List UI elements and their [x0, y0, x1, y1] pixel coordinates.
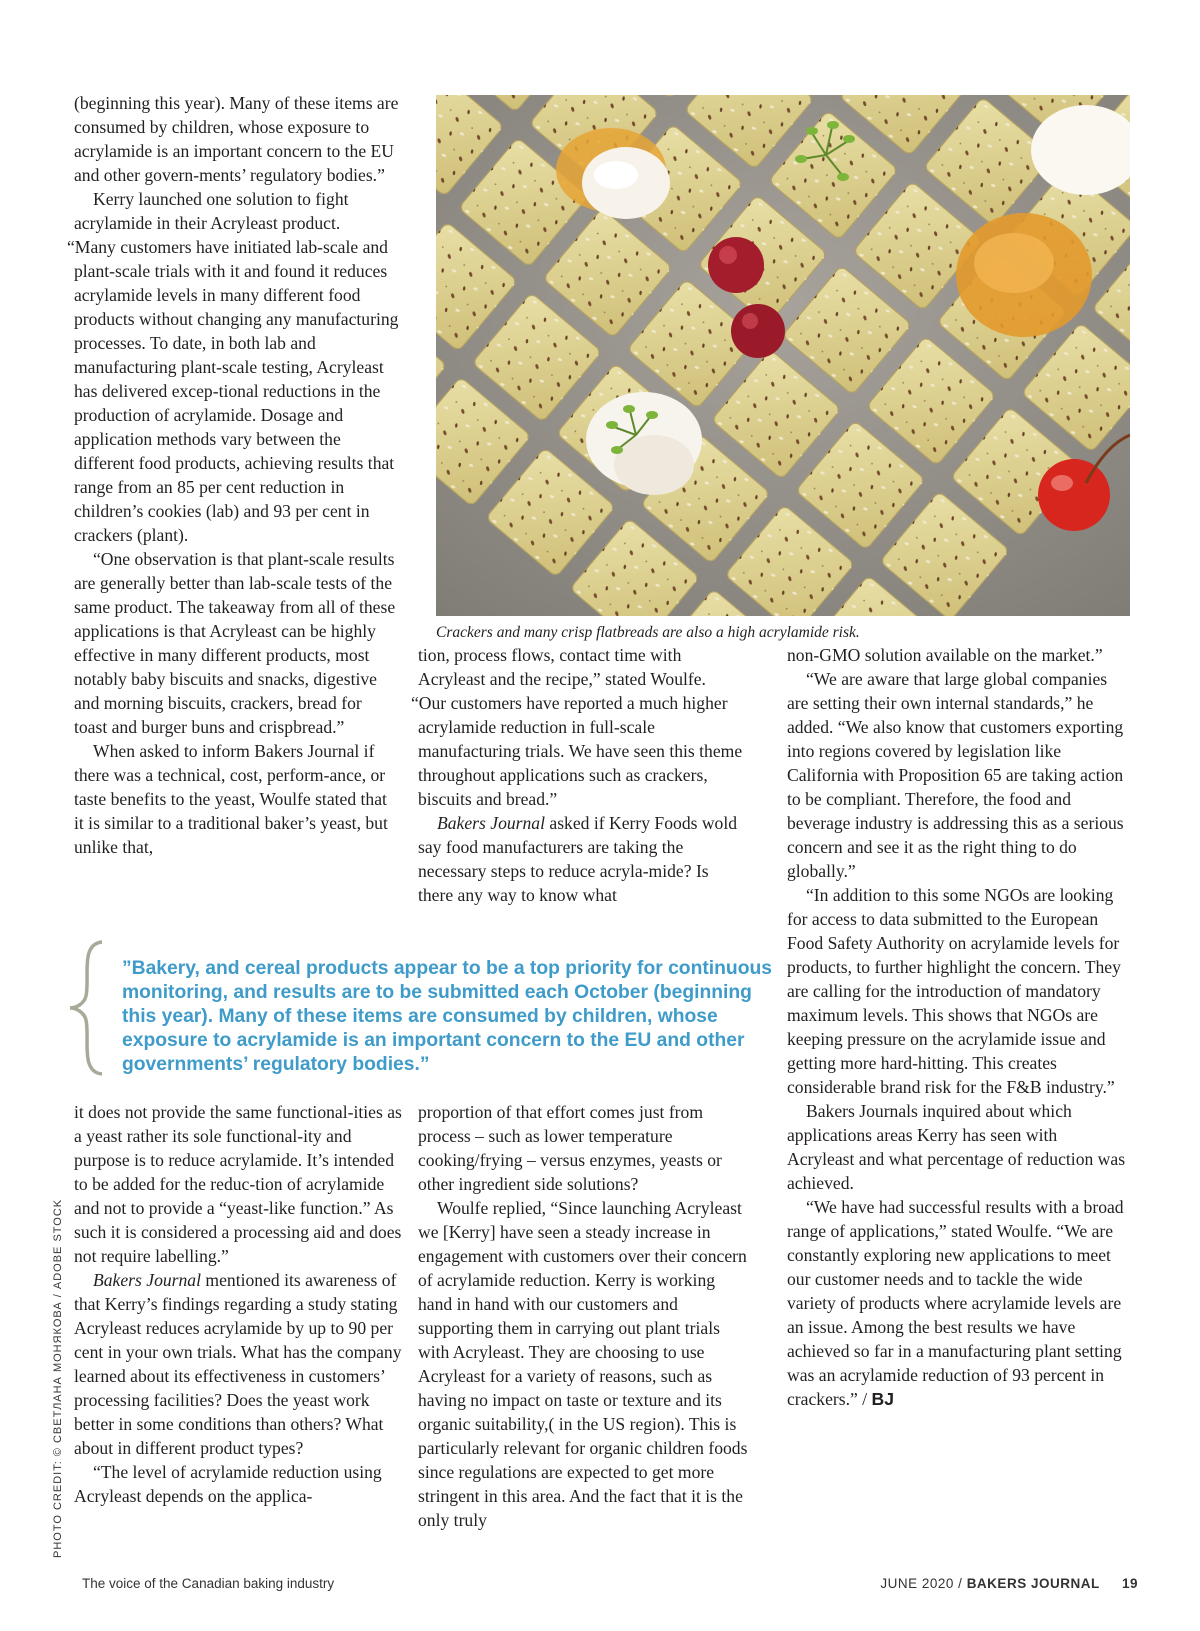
paragraph: “In addition to this some NGOs are looking for access to data submitted to the European Food Safety Authority on acrylamide levels for products, to further highlight the concern. They are calling for the introduction of mandatory maximum levels. This shows that NGOs are keeping pressure on the acrylamide issue and getting more hard-hitting. This creates considerable brand risk for the F&B industry.”	[787, 885, 1121, 1097]
paragraph: When asked to inform Bakers Journal if there was a technical, cost, perform-ance, or taste benefits to the yeast, Woulfe stated that it is similar to a traditional baker’s yeast, but unlike that,	[74, 741, 388, 857]
paragraph-text: “We have had successful results with a broad range of applications,” stated Woulfe. “We are constantly exploring new applications to meet our customer needs and to tackle the wide variety of products where acrylamide levels are an issue. Among the best results we have achieved so far in a manufacturing plant setting was an acrylamide reduction of 93 percent in crackers.” /	[787, 1197, 1124, 1409]
paragraph: “We are aware that large global companies are setting their own internal standards,” he added. “We also know that customers exporting into regions covered by legislation like California with Proposition 65 are taking action to be compliant. Therefore, the food and beverage industry is addressing this as a serious concern and see it as the right thing to do globally.”	[787, 669, 1124, 881]
column-2-top	[411, 643, 748, 907]
paragraph	[74, 1268, 406, 1460]
paragraph: Bakers Journals inquired about which applications areas Kerry has seen with Acryleast and what percentage of reduction was achieved.	[787, 1101, 1126, 1193]
publication-name: Bakers Journal	[93, 1270, 201, 1290]
paragraph: it does not provide the same functional-ities as a yeast rather its sole functional-ity and purpose is to reduce acrylamide. It’s intended to be added for the reduc-tion of acrylamide and not to provide a “yeast-like function.” As such it is considered a processing aid and does not require labelling.”	[74, 1102, 402, 1266]
footer-folio	[880, 1576, 1138, 1591]
paragraph	[418, 811, 748, 907]
paragraph: Kerry launched one solution to fight acrylamide in their Acryleast product.	[74, 189, 349, 233]
column-1-bottom	[74, 1100, 406, 1508]
paragraph: tion, process flows, contact time with Acryleast and the recipe,” stated Woulfe.	[418, 645, 706, 689]
publication-name: Bakers Journal	[437, 813, 545, 833]
footer-tagline: The voice of the Canadian baking industry	[82, 1576, 335, 1591]
paragraph: “The level of acrylamide reduction using Acryleast depends on the applica-	[74, 1462, 382, 1506]
pull-quote: ”Bakery, and cereal products appear to be a top priority for continuous monitoring, and results are to be submitted each October (beginning this year). Many of these items are consumed by children, whose exposure to acrylamide is an important concern to the EU and other governments’ regulatory bodies.”	[122, 958, 772, 1075]
paragraph: proportion of that effort comes just from process – such as lower temperature cooking/frying – versus enzymes, yeasts or other ingredient side solutions?	[418, 1102, 722, 1194]
paragraph: “Many customers have initiated lab-scale and plant-scale trials with it and found it reduces acrylamide levels in many different food products without changing any manufacturing processes. To date, in both lab and manufacturing plant-scale testing, Acryleast has delivered excep-tional reductions in the production of acrylamide. Dosage and application methods vary between the different food products, achieving results that range from an 85 per cent reduction in children’s cookies (lab) and 93 per cent in crackers (plant).	[67, 237, 399, 545]
photo-credit: PHOTO CREDIT: © СВЕТЛАНА МОНЯКОВА / ADOBE STOCK	[52, 1198, 64, 1558]
paragraph-text: mentioned its awareness of that Kerry’s findings regarding a study stating Acryleast reduces acrylamide by up to 90 per cent in your own trials. What has the company learned about its effectiveness in customers’ processing facilities? Does the yeast work better in some conditions than others? What about in different product types?	[74, 1270, 402, 1458]
paragraph: “Our customers have reported a much higher acrylamide reduction in full-scale manufacturing trials. We have seen this theme throughout applications such as crackers, biscuits and bread.”	[411, 693, 743, 809]
paragraph: non-GMO solution available on the market.”	[787, 645, 1103, 665]
paragraph-text: asked if Kerry Foods wold say food manufacturers are taking the necessary steps to reduce acryla-mide? Is there any way to know what	[418, 813, 738, 905]
photo-caption: Crackers and many crisp flatbreads are also a high acrylamide risk.	[436, 624, 860, 641]
paragraph: (beginning this year). Many of these items are consumed by children, whose exposure to acrylamide is an important concern to the EU and other govern-ments’ regulatory bodies.”	[74, 93, 399, 185]
column-2-bottom	[418, 1100, 748, 1532]
paragraph: Woulfe replied, “Since launching Acryleast we [Kerry] have seen a steady increase in engagement with customers over their concern of acrylamide reduction. Kerry is working hand in hand with our customers and supporting them in carrying out plant trials with Acryleast. They are choosing to use Acryleast for a variety of reasons, such as having no impact on taste or texture and its organic suitability,( in the US region). This is particularly relevant for organic children foods since regulations are expected to get more stringent in this area. And the fact that it is the only truly	[418, 1198, 748, 1530]
publication-title: BAKERS JOURNAL	[966, 1576, 1100, 1591]
issue-date: JUNE 2020 /	[880, 1576, 963, 1591]
paragraph	[787, 1195, 1127, 1411]
crackers-illustration	[436, 95, 1130, 616]
end-mark: BJ	[871, 1389, 894, 1409]
paragraph: “One observation is that plant-scale results are generally better than lab-scale tests of the same product. The takeaway from all of these applications is that Acryleast can be highly effective in many different products, most notably baby biscuits and snacks, digestive and morning biscuits, crackers, bread for toast and burger buns and crispbread.”	[74, 549, 396, 737]
column-1-top	[67, 91, 399, 859]
page-number: 19	[1121, 1576, 1138, 1591]
brace-icon	[66, 938, 110, 1078]
column-3	[787, 643, 1127, 1411]
crackers-photo	[436, 95, 1130, 616]
